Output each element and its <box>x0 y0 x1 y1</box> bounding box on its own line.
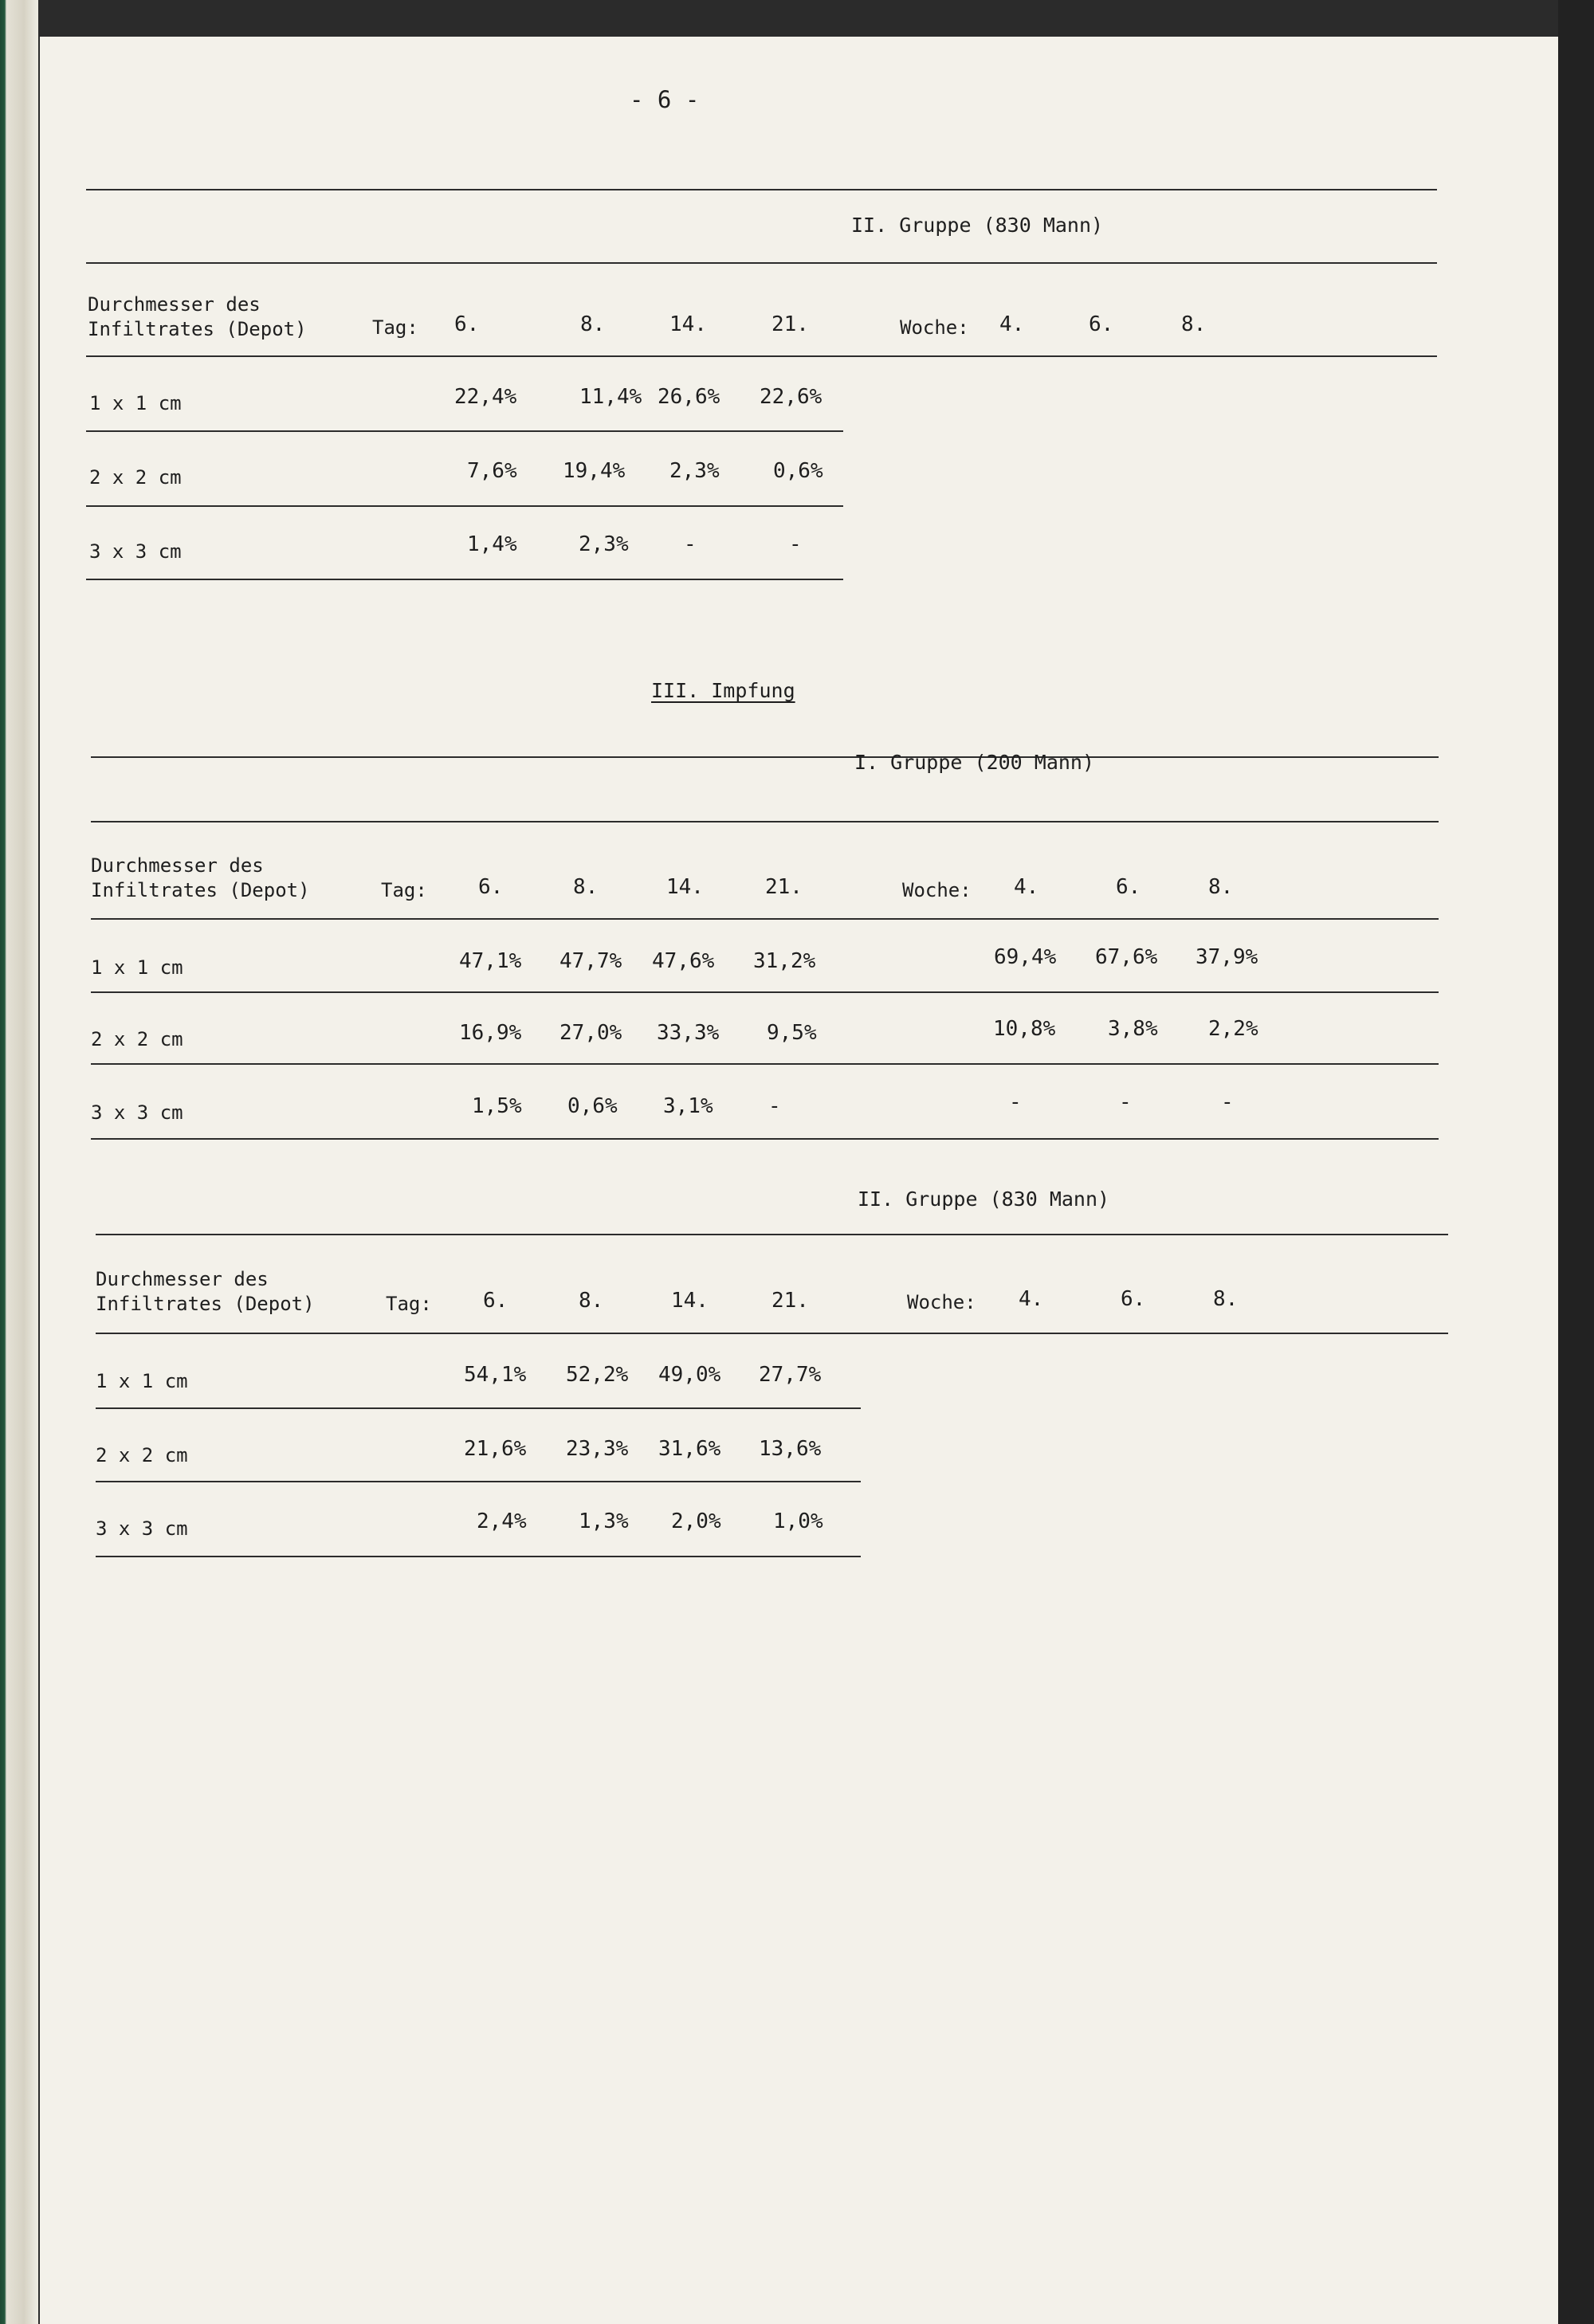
day-header: 21. <box>771 312 809 336</box>
row-label-size: 3 x 3 cm <box>91 1101 183 1124</box>
table-cell: 54,1% <box>464 1363 527 1387</box>
table-cell: 1,0% <box>773 1509 823 1533</box>
row-label-size: 3 x 3 cm <box>89 540 182 563</box>
label-tag: Tag: <box>372 316 418 339</box>
day-header: 14. <box>669 312 707 336</box>
table-cell: - <box>789 532 802 556</box>
column-header-diameter: Durchmesser des <box>91 854 264 877</box>
day-header: 8. <box>580 312 606 336</box>
week-header: 4. <box>1014 875 1039 899</box>
table-rule <box>96 1333 1448 1334</box>
table-cell: 19,4% <box>563 459 626 483</box>
row-label-size: 2 x 2 cm <box>89 466 182 489</box>
week-header: 6. <box>1089 312 1114 336</box>
table-cell: 2,3% <box>579 532 629 556</box>
week-header: 4. <box>1019 1287 1044 1311</box>
table-cell: 49,0% <box>658 1363 721 1387</box>
table-cell: 31,6% <box>658 1437 721 1461</box>
day-header: 6. <box>478 875 504 899</box>
table-rule <box>91 918 1439 920</box>
table-cell: 47,6% <box>652 949 715 973</box>
day-header: 6. <box>483 1289 508 1313</box>
table-cell: - <box>1009 1090 1022 1114</box>
label-tag: Tag: <box>386 1293 432 1315</box>
section-title-iii-impfung: III. Impfung <box>651 679 795 702</box>
table-rule <box>96 1556 861 1557</box>
label-woche: Woche: <box>907 1291 976 1313</box>
table-cell: 21,6% <box>464 1437 527 1461</box>
group-title-i: I. Gruppe (200 Mann) <box>854 751 1095 774</box>
table-cell: 2,3% <box>669 459 720 483</box>
label-woche: Woche: <box>900 316 969 339</box>
table-cell: 7,6% <box>467 459 517 483</box>
table-rule <box>91 991 1439 993</box>
table-cell: 22,6% <box>760 385 823 409</box>
table-rule <box>86 262 1437 264</box>
label-tag: Tag: <box>381 879 427 901</box>
table-cell: 10,8% <box>993 1017 1056 1041</box>
table-rule <box>86 189 1437 190</box>
column-header-diameter-2: Infiltrates (Depot) <box>96 1293 315 1315</box>
row-label-size: 2 x 2 cm <box>96 1444 188 1466</box>
group-title-ii: II. Gruppe (830 Mann) <box>851 214 1104 237</box>
table-rule <box>96 1481 861 1482</box>
row-label-size: 2 x 2 cm <box>91 1028 183 1050</box>
table-cell: - <box>1119 1090 1132 1114</box>
table-rule <box>86 430 843 432</box>
table-rule <box>91 1138 1439 1140</box>
day-header: 14. <box>671 1289 709 1313</box>
document-page <box>40 37 1558 2324</box>
table-cell: 23,3% <box>566 1437 629 1461</box>
table-rule <box>86 505 843 507</box>
table-cell: 3,1% <box>663 1094 713 1118</box>
table-cell: 16,9% <box>459 1021 522 1045</box>
day-header: 21. <box>771 1289 809 1313</box>
row-label-size: 1 x 1 cm <box>91 956 183 979</box>
column-header-diameter-2: Infiltrates (Depot) <box>91 879 310 901</box>
table-cell: 2,0% <box>671 1509 721 1533</box>
table-rule <box>91 756 1439 758</box>
column-header-diameter: Durchmesser des <box>88 293 261 316</box>
table-cell: 37,9% <box>1196 945 1258 969</box>
day-header: 8. <box>573 875 599 899</box>
table-rule <box>96 1234 1448 1235</box>
table-cell: 1,4% <box>467 532 517 556</box>
table-cell: 47,7% <box>559 949 622 973</box>
group-title-ii: II. Gruppe (830 Mann) <box>858 1188 1110 1211</box>
table-cell: 13,6% <box>759 1437 822 1461</box>
table-cell: 11,4% <box>579 385 642 409</box>
table-rule <box>86 355 1437 357</box>
column-header-diameter-2: Infiltrates (Depot) <box>88 318 307 340</box>
table-cell: 0,6% <box>567 1094 618 1118</box>
table-cell: 69,4% <box>994 945 1057 969</box>
table-cell: 26,6% <box>658 385 720 409</box>
table-cell: 67,6% <box>1095 945 1158 969</box>
binding-strip <box>0 0 38 2324</box>
week-header: 6. <box>1121 1287 1146 1311</box>
table-cell: 27,7% <box>759 1363 822 1387</box>
table-cell: 2,2% <box>1208 1017 1258 1041</box>
table-rule <box>86 579 843 580</box>
row-label-size: 1 x 1 cm <box>89 392 182 414</box>
table-cell: - <box>684 532 697 556</box>
table-cell: 1,3% <box>579 1509 629 1533</box>
day-header: 21. <box>765 875 803 899</box>
table-cell: 3,8% <box>1108 1017 1158 1041</box>
table-cell: 47,1% <box>459 949 522 973</box>
week-header: 4. <box>999 312 1025 336</box>
week-header: 8. <box>1181 312 1207 336</box>
row-label-size: 3 x 3 cm <box>96 1517 188 1540</box>
table-rule <box>96 1407 861 1409</box>
table-cell: 52,2% <box>566 1363 629 1387</box>
table-cell: - <box>1221 1090 1234 1114</box>
table-rule <box>91 821 1439 822</box>
table-cell: 2,4% <box>477 1509 527 1533</box>
table-cell: 0,6% <box>773 459 823 483</box>
label-woche: Woche: <box>902 879 972 901</box>
table-rule <box>91 1063 1439 1065</box>
column-header-diameter: Durchmesser des <box>96 1268 269 1290</box>
table-cell: 33,3% <box>657 1021 720 1045</box>
row-label-size: 1 x 1 cm <box>96 1370 188 1392</box>
table-cell: - <box>768 1094 781 1118</box>
day-header: 6. <box>454 312 480 336</box>
table-cell: 31,2% <box>753 949 816 973</box>
page-number: - 6 - <box>630 86 700 113</box>
week-header: 8. <box>1208 875 1234 899</box>
table-cell: 22,4% <box>454 385 517 409</box>
week-header: 6. <box>1116 875 1141 899</box>
day-header: 8. <box>579 1289 604 1313</box>
scan-border <box>1558 0 1594 2324</box>
table-cell: 27,0% <box>559 1021 622 1045</box>
table-cell: 1,5% <box>472 1094 522 1118</box>
week-header: 8. <box>1213 1287 1239 1311</box>
table-cell: 9,5% <box>767 1021 817 1045</box>
day-header: 14. <box>666 875 704 899</box>
